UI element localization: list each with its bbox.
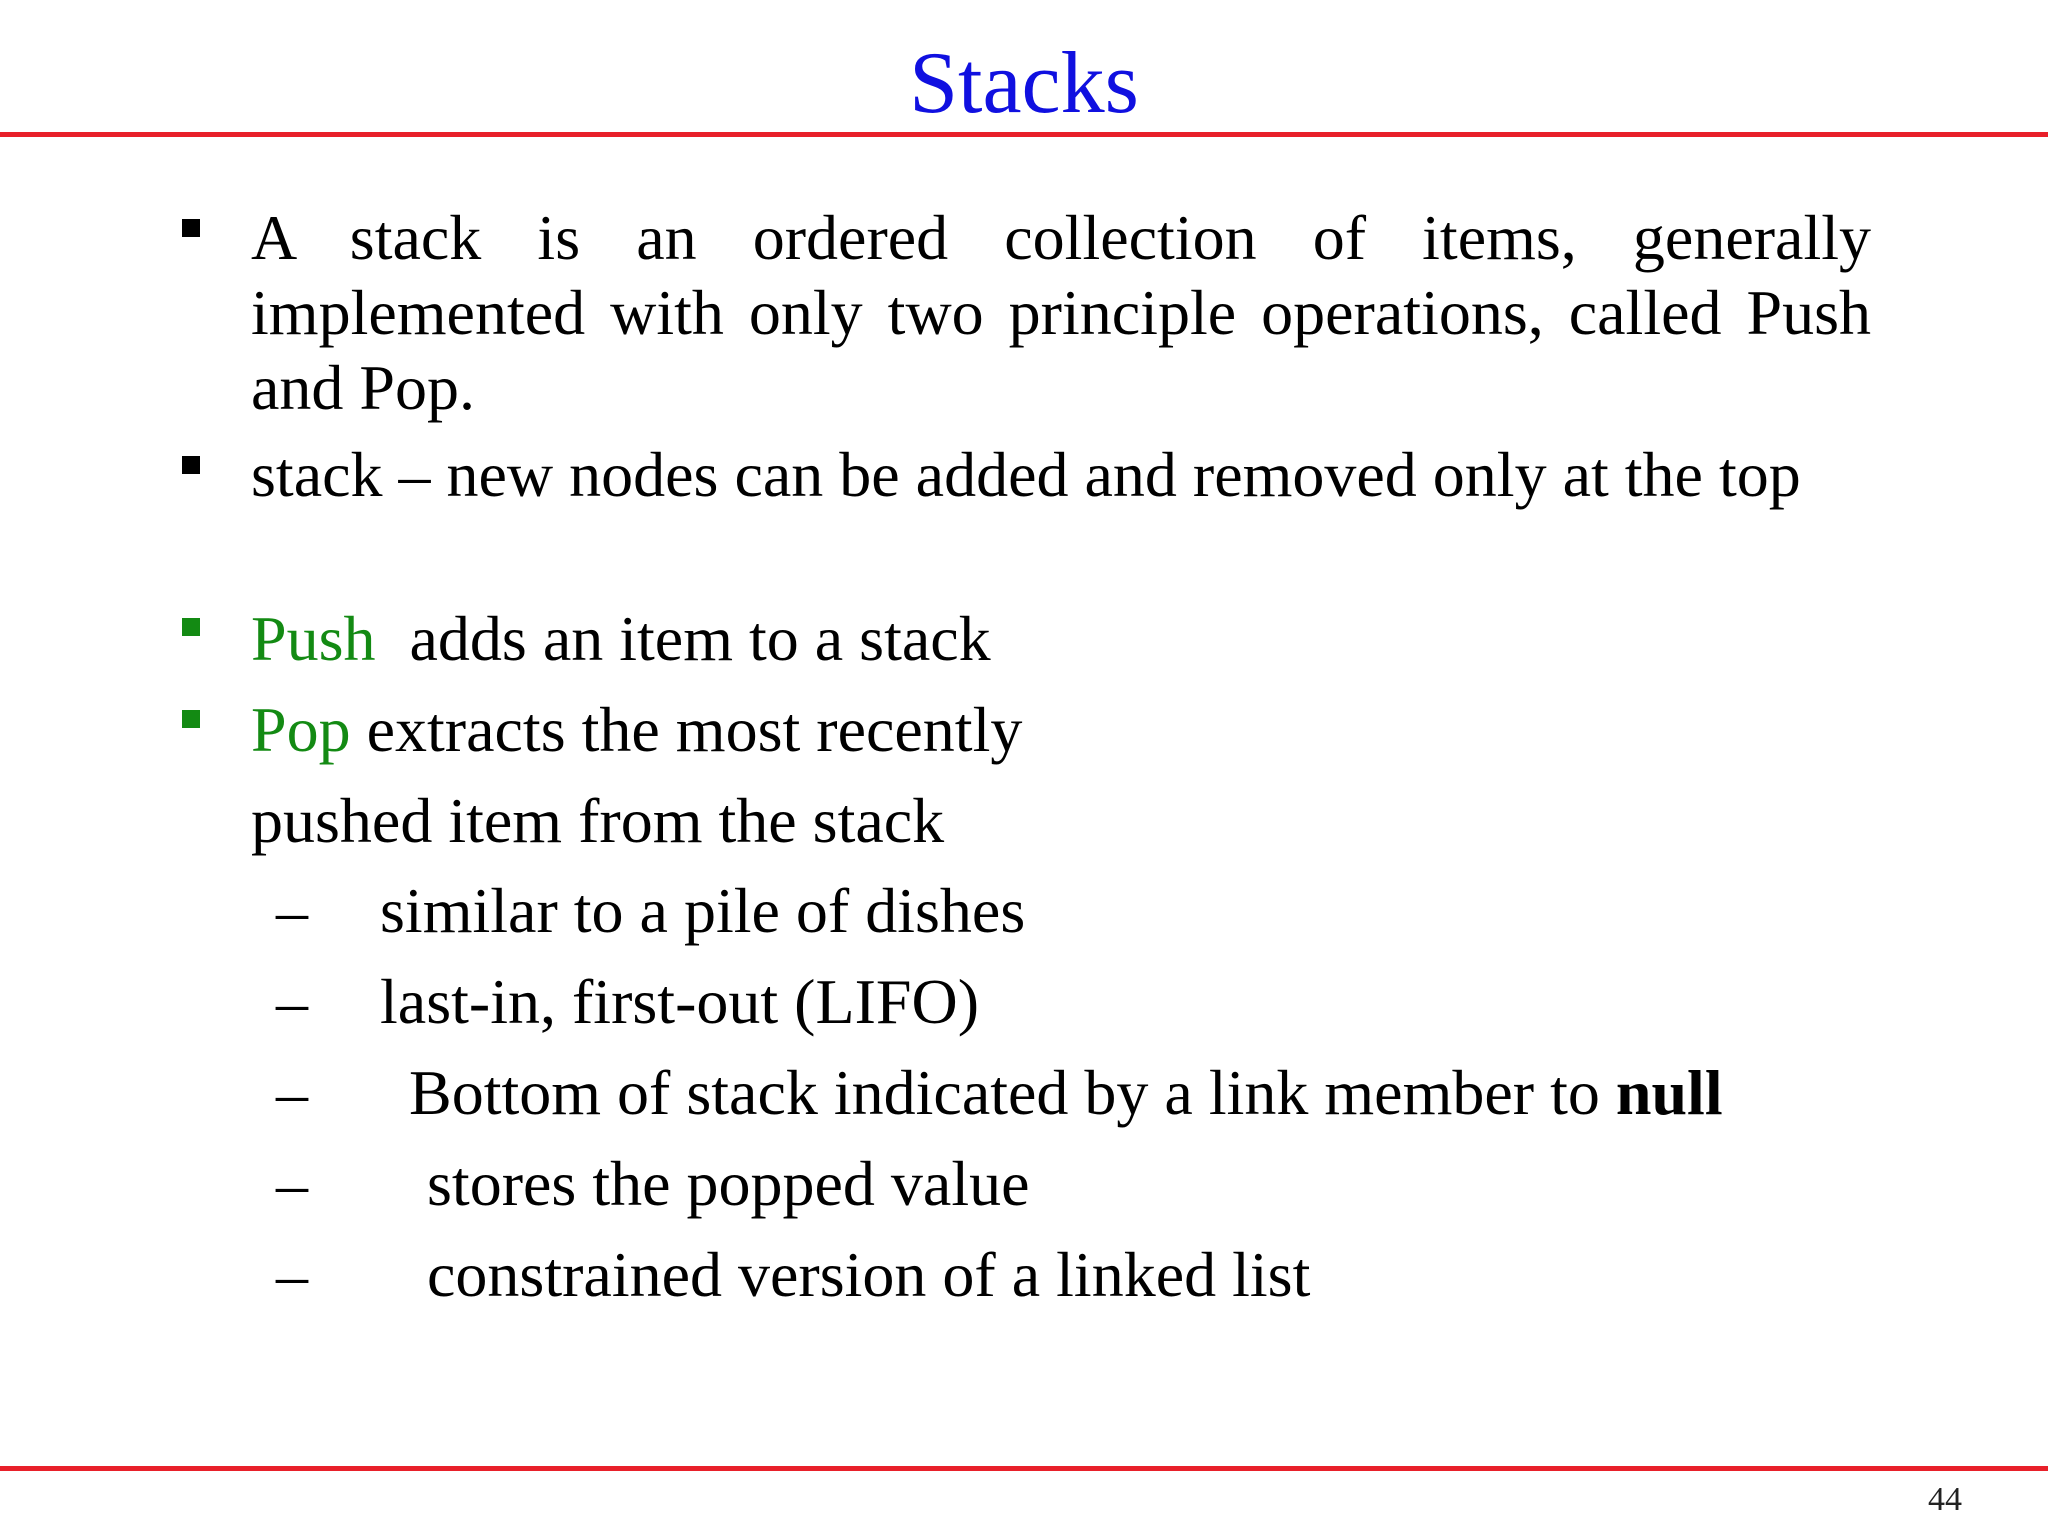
sub-item-2: last-in, first-out (LIFO): [380, 966, 979, 1037]
sub-item-4: stores the popped value: [427, 1148, 1030, 1219]
bullet-2-text: stack – new nodes can be added and removed only at the top: [251, 439, 1801, 510]
bullet-3-keyword: Push: [251, 603, 376, 674]
bullet-square-icon: [182, 710, 200, 728]
bullet-4-keyword: Pop: [251, 694, 351, 765]
bullet-3-line: [251, 601, 991, 676]
sub-item-3: [409, 1055, 1723, 1130]
sub-dash: –: [276, 875, 308, 946]
bullet-4-text: extracts the most recently: [350, 694, 1023, 765]
sub-item-1: similar to a pile of dishes: [380, 875, 1026, 946]
bullet-square-icon: [182, 219, 200, 237]
slide-title: Stacks: [909, 35, 1139, 132]
bullet-3-text: adds an item to a stack: [393, 603, 991, 674]
sub-item-5: constrained version of a linked list: [427, 1239, 1311, 1310]
sub-item-3-null: null: [1615, 1057, 1723, 1128]
sub-dash: –: [276, 1148, 308, 1219]
sub-item-3-text: Bottom of stack indicated by a link member to: [409, 1057, 1616, 1128]
bullet-1-text: A stack is an ordered collection of items, generally implemented with only two principle operations, called Push and Pop.: [251, 202, 1871, 423]
bullet-4-continuation: pushed item from the stack: [251, 785, 945, 856]
sub-dash: –: [276, 1239, 308, 1310]
sub-dash: –: [276, 966, 308, 1037]
footer-divider: [0, 1466, 2048, 1471]
sub-dash: –: [276, 1057, 308, 1128]
bullet-square-icon: [182, 618, 200, 636]
page-number: 44: [1928, 1481, 1962, 1518]
bullet-4-line: [251, 692, 1022, 767]
bullet-square-icon: [182, 456, 200, 474]
